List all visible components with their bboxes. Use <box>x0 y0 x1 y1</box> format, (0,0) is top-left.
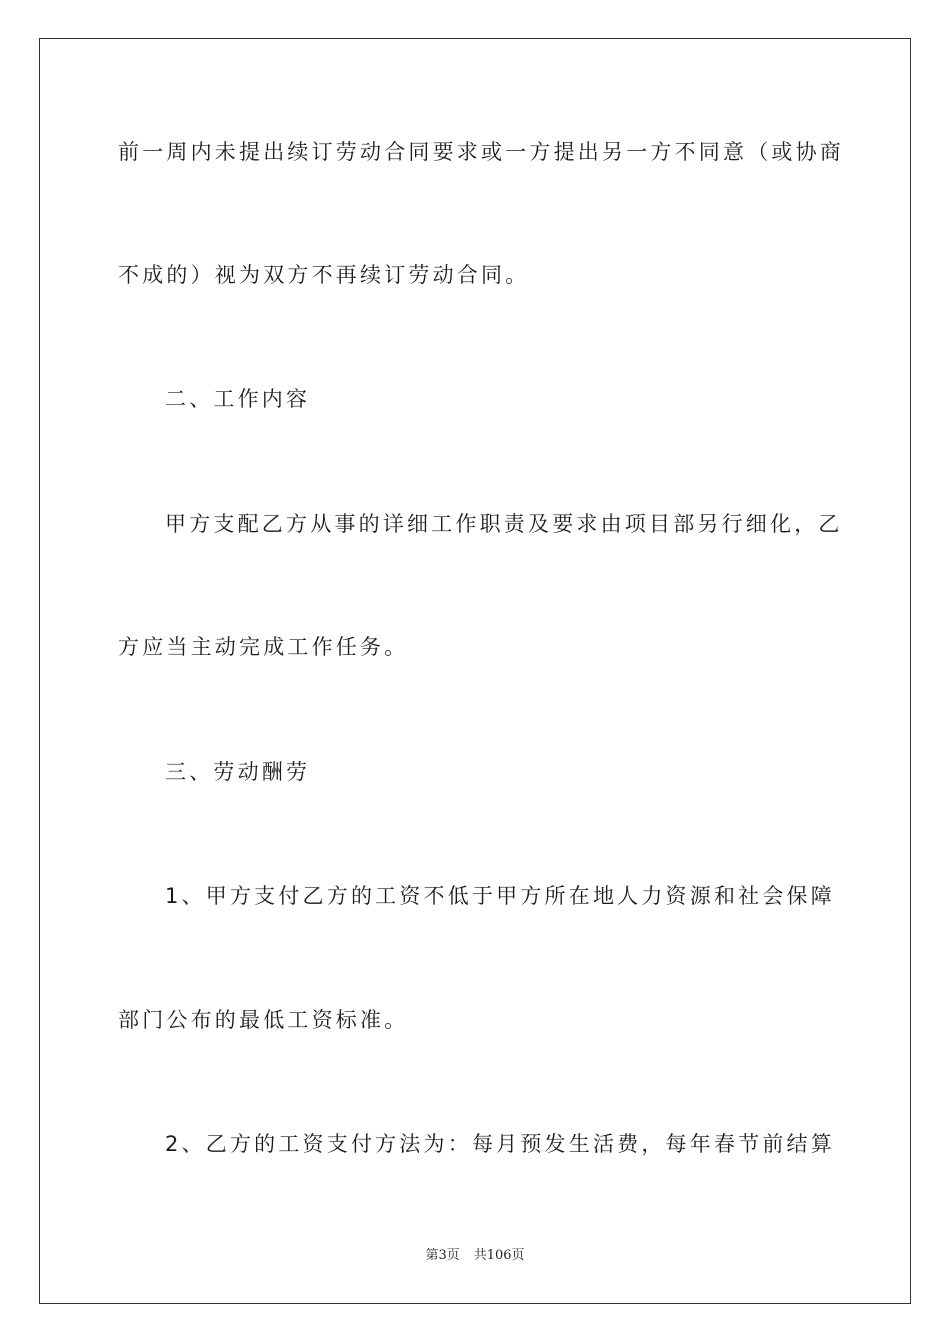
page-number: 第3页 <box>425 1248 460 1263</box>
paragraph-line: 方应当主动完成工作任务。 <box>118 635 409 659</box>
page-total: 共106页 <box>473 1248 525 1263</box>
paragraph-line: 部门公布的最低工资标准。 <box>118 1008 409 1032</box>
page-footer <box>0 1248 950 1264</box>
section-heading: 三、劳动酬劳 <box>165 760 311 784</box>
paragraph-line: 2、乙方的工资支付方法为：每月预发生活费，每年春节前结算 <box>165 1132 835 1156</box>
paragraph-line: 不成的）视为双方不再续订劳动合同。 <box>118 263 530 287</box>
page-border <box>39 38 911 1304</box>
paragraph-line: 前一周内未提出续订劳动合同要求或一方提出另一方不同意（或协商 <box>118 140 844 164</box>
paragraph-line: 1、甲方支付乙方的工资不低于甲方所在地人力资源和社会保障 <box>165 884 835 908</box>
section-heading: 二、工作内容 <box>165 387 311 411</box>
paragraph-line: 甲方支配乙方从事的详细工作职责及要求由项目部另行细化，乙 <box>165 512 843 536</box>
